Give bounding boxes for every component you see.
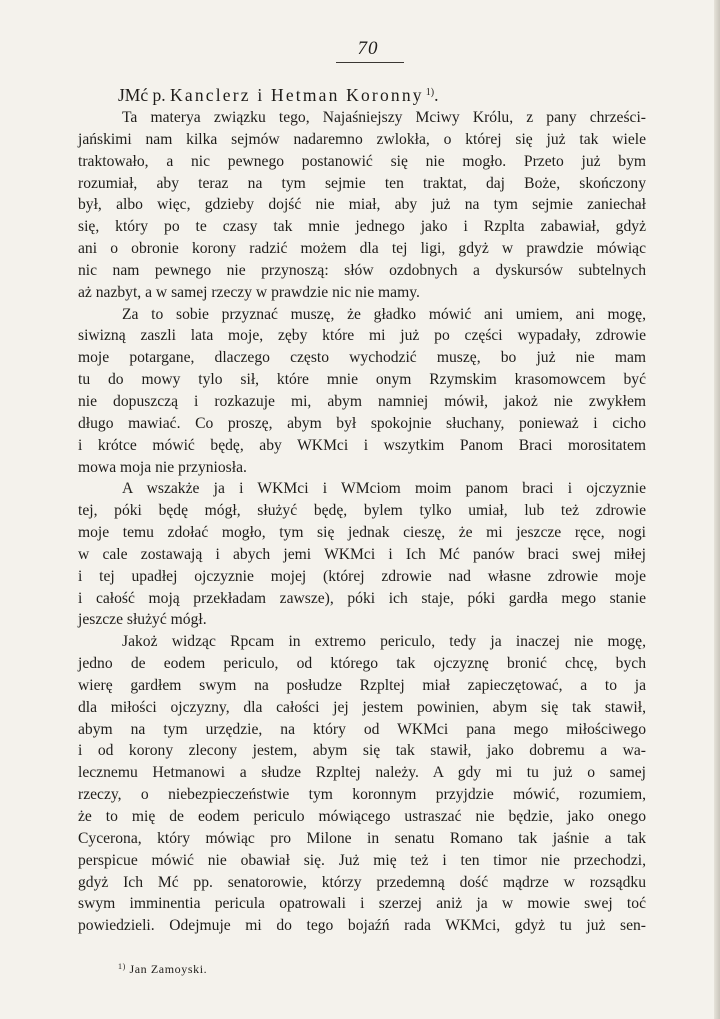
text-line: ani o obronie korony radzić możem dla tej ligi, gdyż w prawdzie mówiąc: [78, 240, 646, 258]
text-line: Cycerona, który mówiąc pro Milone in senatu Romano tak jaśnie a tak: [78, 829, 646, 847]
text-line: wierę gardłem swym na posłudze Rzpltej miał zapieczętować, a to ja: [78, 676, 646, 694]
text-line: powiedzieli. Odejmuje mi do tego bojaźń rada WKMci, gdyż tu już sen-: [78, 917, 646, 935]
text-line: był, albo więc, gdzieby dojść nie miał, aby już na tym sejmie zaniechał: [78, 196, 646, 214]
text-line: i od korony zlecony jestem, abym się tak stawił, jako dobremu a wa-: [78, 742, 646, 760]
text-line: rozumiał, aby teraz na tym sejmie ten traktat, daj Boże, skończony: [78, 174, 646, 192]
text-line: i tej upadłej ojczyznie mojej (której zdrowie nad własne zdrowie moje: [78, 567, 646, 585]
text-line: gdyż Ich Mć pp. senatorowie, którzy przedemną dość mądrze w rozsądku: [78, 873, 646, 891]
body-text: [78, 107, 646, 937]
text-line: w cale zostawają i abych jemi WKMci i Ich Mć panów braci swej miłej: [78, 545, 646, 563]
text-line: tej, póki będę mógł, służyć będę, bylem tylko umiał, lub też zdrowie: [78, 502, 646, 520]
text-line: nie dopuszczą i rozkazuje mi, abym namniej mówił, jakoż nie zwykłem: [78, 392, 646, 410]
footnote-text: Jan Zamoyski.: [129, 962, 208, 976]
scan-edge-shadow: [714, 0, 720, 1019]
text-line: Za to sobie przyznać muszę, że gładko mówić ani umiem, ani mogę,: [122, 305, 646, 323]
text-line: A wszakże ja i WKMci i WMciom moim panom braci i ojczyznie: [122, 480, 646, 498]
text-line: mowa moja nie przyniosła.: [78, 458, 247, 476]
text-line: jańskimi nam kilka sejmów nadaremno zwlokła, o której się już tak wiele: [78, 130, 646, 148]
text-line: dla miłości ojczyzny, dla całości jej jestem powinien, abym się tak stawił,: [78, 698, 646, 716]
heading-suffix: .: [434, 85, 439, 105]
speech-heading: [118, 85, 438, 106]
text-line: Jakoż widząc Rpcam in extremo periculo, tedy ja inaczej nie mogę,: [122, 633, 646, 651]
heading-prefix: JMć p.: [118, 85, 166, 105]
text-line: nic nam pewnego nie przynoszą: słów ozdobnych a dyskursów subtelnych: [78, 261, 646, 279]
text-line: moje potargane, dlaczego często wychodzić muszę, bo już nie mam: [78, 349, 646, 367]
text-line: długo mawiać. Co proszę, abym był spokojnie słuchany, ponieważ i cicho: [78, 414, 646, 432]
text-line: się, który po te czasy tak mnie jednego jako i Rzplta zabawiał, gdyż: [78, 218, 646, 236]
text-line: abym na tym urzędzie, na który od WKMci pana mego miłościwego: [78, 720, 646, 738]
text-line: jedno de eodem periculo, od którego tak ojczyznę bronić chcę, bych: [78, 655, 646, 673]
text-line: że to mię de eodem periculo mówiącego ustraszać nie będzie, jako onego: [78, 808, 646, 825]
text-line: jeszcze służyć mógł.: [78, 611, 207, 629]
text-line: i krótce mówić będę, aby WKMci i wszytkim Panom Braci morositatem: [78, 436, 646, 454]
text-line: i całość moją przekładam zawsze), póki ich staje, póki gardła mego stanie: [78, 589, 646, 607]
footnote-mark: 1): [118, 962, 126, 971]
heading-title: Kanclerz i Hetman Koronny: [170, 85, 424, 105]
footnote: [118, 962, 207, 977]
text-line: Ta materya związku tego, Najaśniejszy Mciwy Królu, z pany chrześci-: [122, 109, 646, 126]
text-line: perspicue mówić nie obawiał się. Już mię też i ten timor nie przechodzi,: [78, 851, 646, 869]
text-line: traktowało, a nic pewnego postanowić się nie mogło. Przeto już bym: [78, 152, 646, 170]
text-line: moje temu zdołać mogło, tym się jednak cieszę, że mi jeszcze ręce, nogi: [78, 524, 646, 542]
text-line: siwizną zaszli lata moje, zęby które mi już po części wypadały, zdrowie: [78, 327, 646, 345]
heading-footnote-mark: 1): [425, 87, 435, 98]
text-line: lecznemu Hetmanowi a słudze Rzpltej należy. A gdy mi tu już o samej: [78, 764, 646, 782]
page-number-rule: [336, 62, 404, 63]
text-line: aż nazbyt, a w samej rzeczy w prawdzie nic nie mamy.: [78, 283, 420, 301]
text-line: rzeczy, o niebezpieczeństwie tym koronnym przyjdzie mówić, rozumiem,: [78, 786, 646, 804]
page-number: 70: [357, 38, 379, 59]
text-line: swym imminentia pericula opatrowali i szerzej aniż ja w mowie swej toć: [78, 895, 646, 913]
text-line: tu do mowy tylo sił, które mnie onym Rzymskim krasomowcem być: [78, 371, 646, 389]
